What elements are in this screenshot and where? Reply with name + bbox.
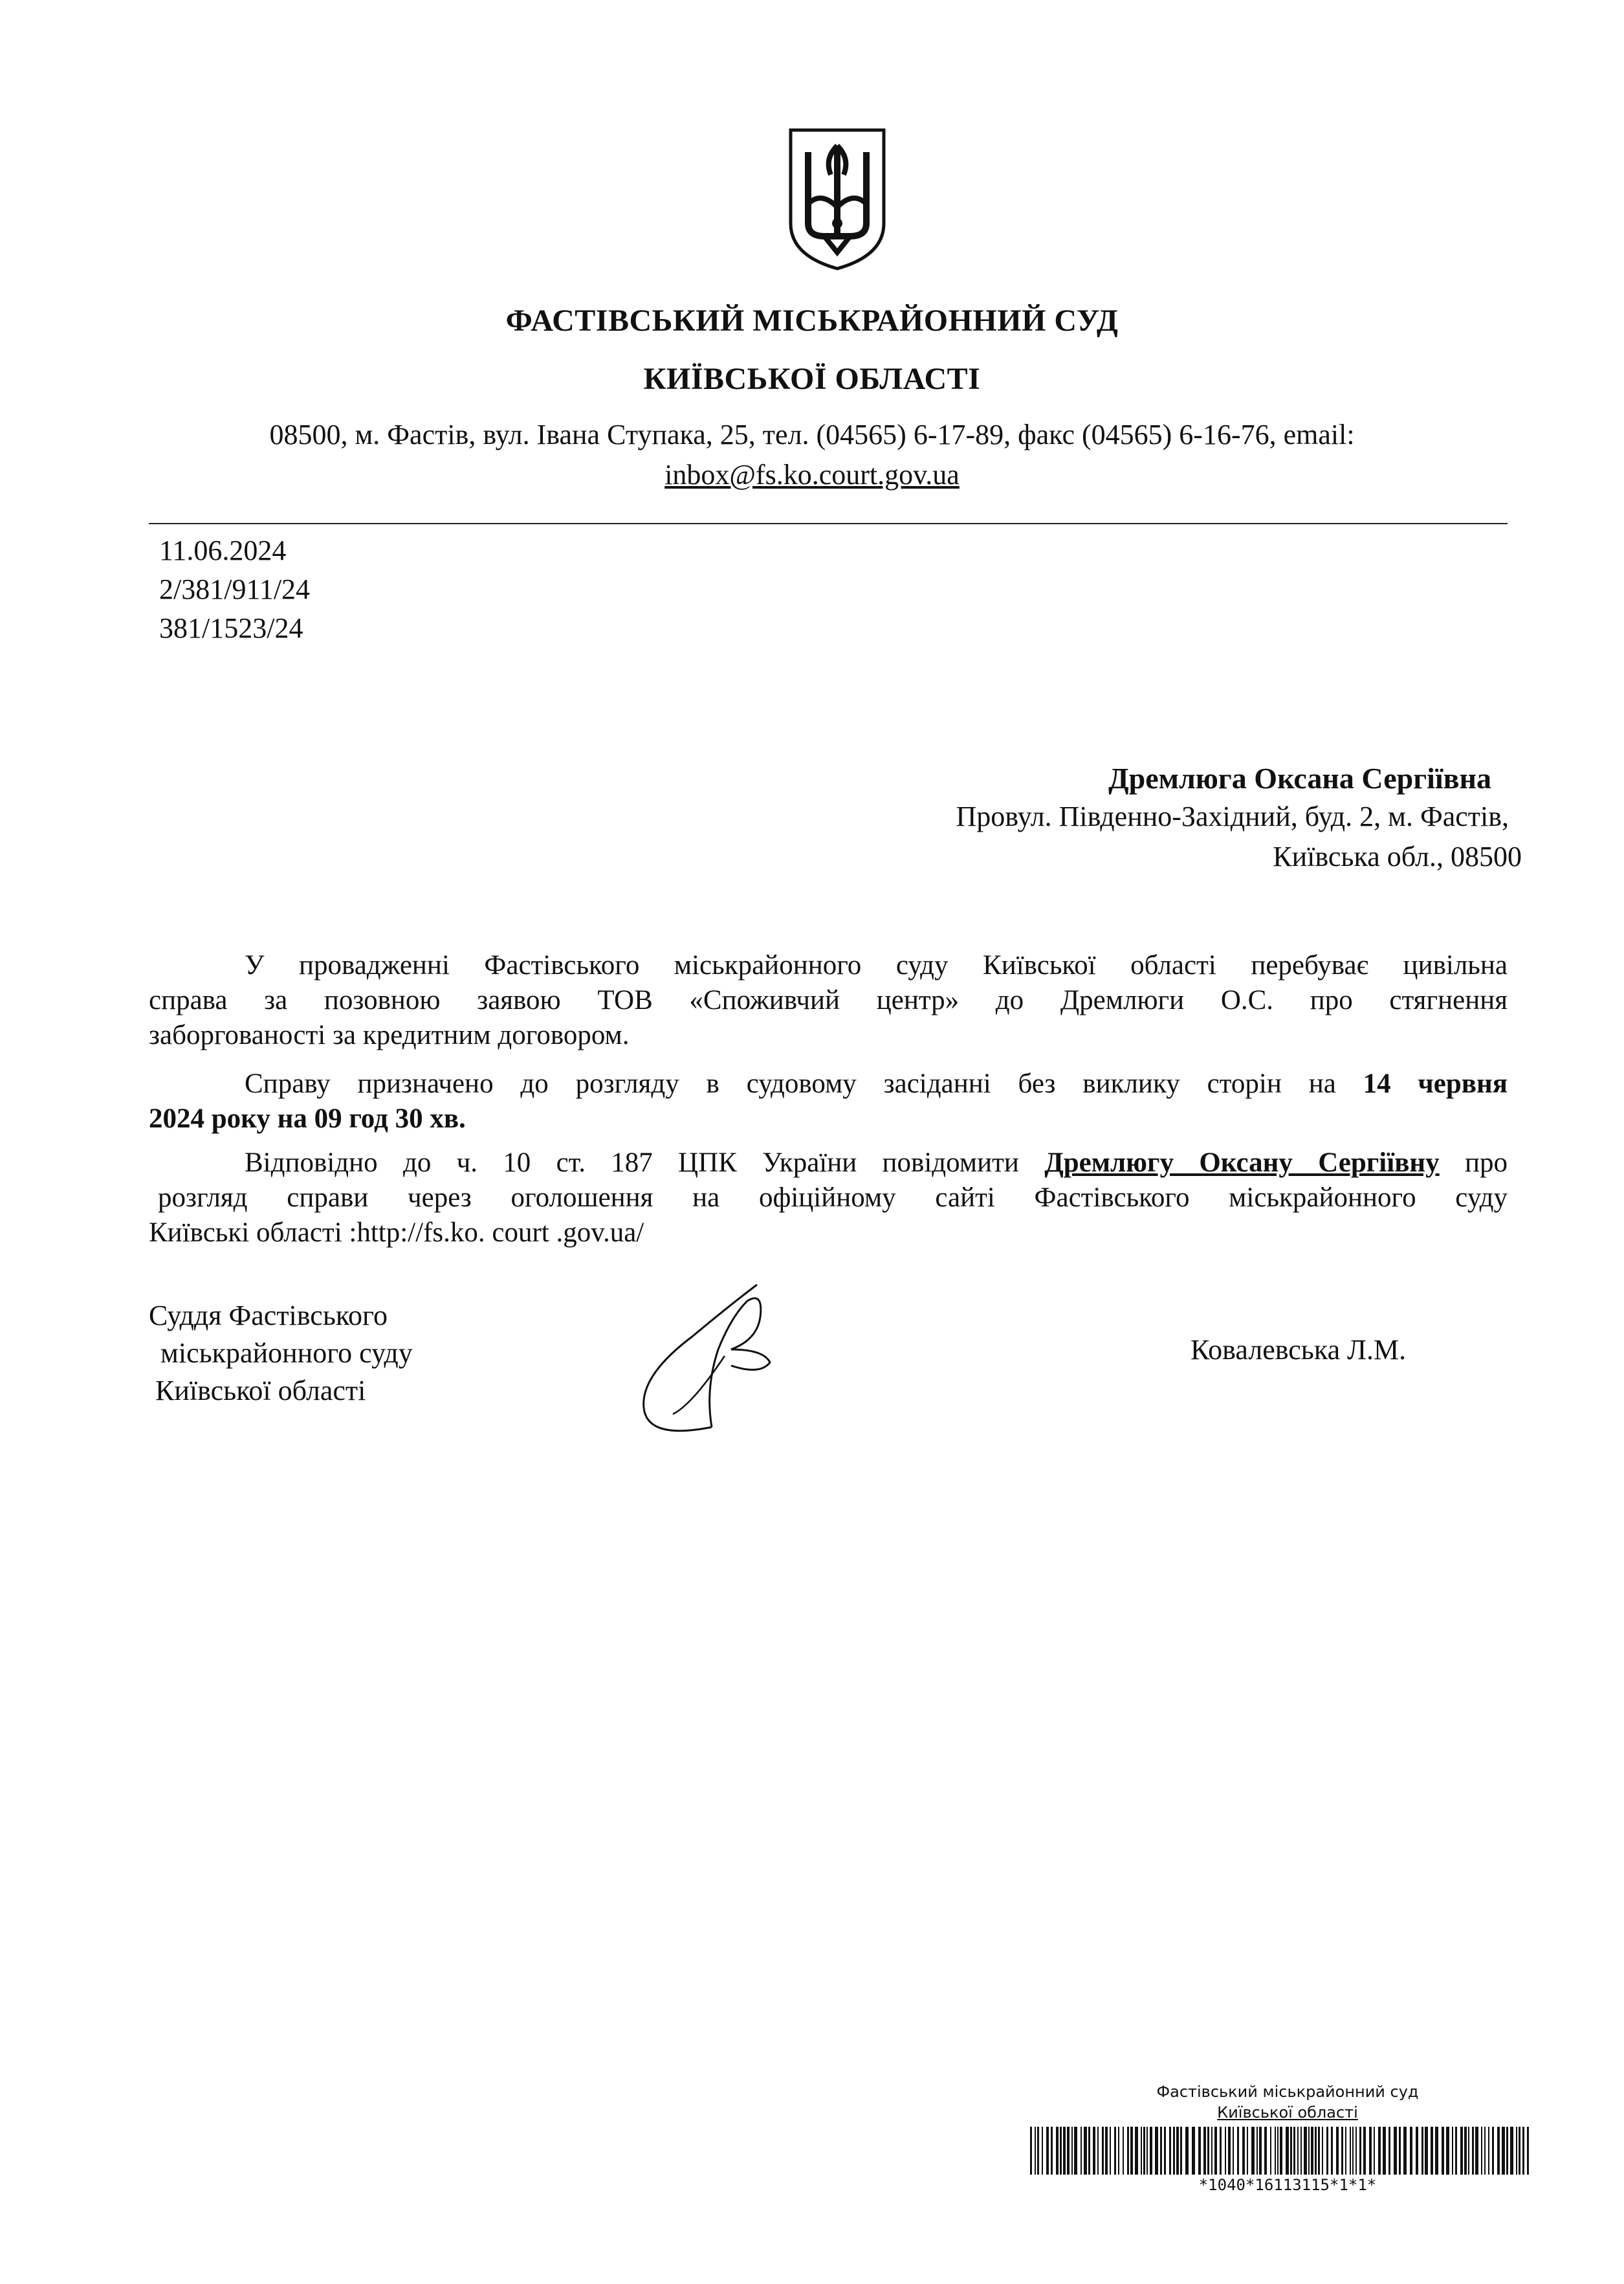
barcode-bar	[1042, 2127, 1043, 2175]
barcode-bar	[1506, 2127, 1508, 2175]
header-divider	[149, 523, 1508, 524]
barcode-bar	[1242, 2127, 1245, 2175]
barcode-bar	[1388, 2127, 1390, 2175]
barcode-bar	[1410, 2127, 1412, 2175]
barcode-bar	[1035, 2127, 1036, 2175]
court-address: 08500, м. Фастів, вул. Івана Ступака, 25, тел. (04565) 6-17-89, факс (04565) 6-16-76, email:	[269, 419, 1355, 450]
barcode-bar	[1452, 2127, 1453, 2175]
barcode-bar	[1492, 2127, 1494, 2175]
barcode-bar	[1256, 2127, 1258, 2175]
barcode-bar	[1416, 2127, 1418, 2175]
barcode-bar	[1247, 2127, 1248, 2175]
barcode-bar	[1030, 2127, 1032, 2175]
barcode-bar	[1502, 2127, 1505, 2175]
judge-name: Ковалевська Л.М.	[1191, 1334, 1407, 1366]
barcode-bar	[1251, 2127, 1255, 2175]
barcode-bar	[1341, 2127, 1343, 2175]
barcode-bar	[1110, 2127, 1111, 2175]
barcode-bar	[1355, 2127, 1357, 2175]
barcode-bar	[1237, 2127, 1239, 2175]
barcode-bar	[1464, 2127, 1467, 2175]
paragraph-3-line-2: розгляд справи через оголошення на офіційному сайті Фастівського міськрайонного суду	[158, 1182, 1508, 1213]
barcode-bar	[1063, 2127, 1066, 2175]
barcode-bar	[1037, 2127, 1039, 2175]
stamp-org-line2: Київської області	[1217, 2103, 1358, 2122]
barcode-bar	[1259, 2127, 1262, 2175]
hearing-text: Справу призначено до розгляду в судовому засіданні без виклику сторін на	[245, 1069, 1336, 1099]
barcode-bar	[1522, 2127, 1524, 2175]
barcode-bar	[1446, 2127, 1449, 2175]
barcode-bar	[1046, 2127, 1049, 2175]
recipient-address-line2: Київська обл., 08500	[1273, 841, 1522, 872]
barcode-bar	[1214, 2127, 1217, 2175]
barcode-bar	[1051, 2127, 1053, 2175]
barcode-bar	[1383, 2127, 1386, 2175]
barcode-bar	[1127, 2127, 1129, 2175]
hearing-time: 2024 року на 09 год 30 хв.	[149, 1103, 466, 1134]
barcode-bar	[1150, 2127, 1152, 2175]
paragraph-1-line-1: У провадженні Фастівського міськрайонного суду Київської області перебуває цивільна	[245, 950, 1508, 981]
barcode-bar	[1481, 2127, 1482, 2175]
barcode-bar	[1071, 2127, 1073, 2175]
barcode-bar	[1516, 2127, 1517, 2175]
barcode-bar	[1270, 2127, 1271, 2175]
barcode-bar	[1318, 2127, 1320, 2175]
notified-person: Дремлюгу Оксану Сергіївну	[1044, 1148, 1440, 1178]
barcode-bar	[1345, 2127, 1346, 2175]
barcode-bar	[1308, 2127, 1310, 2175]
recipient-address-line1: Провул. Південно-Західний, буд. 2, м. Фастів,	[956, 801, 1509, 832]
paragraph-3-line-3: Київські області :http://fs.ko. court .gov.ua/	[149, 1217, 644, 1248]
barcode-bar	[1293, 2127, 1295, 2175]
barcode-bar	[1519, 2127, 1520, 2175]
notice-text-end: про	[1464, 1148, 1508, 1178]
barcode-bar	[1105, 2127, 1108, 2175]
barcode-bar	[1326, 2127, 1328, 2175]
barcode-bar	[1275, 2127, 1276, 2175]
barcode-bar	[1207, 2127, 1209, 2175]
barcode-bar	[1211, 2127, 1213, 2175]
hearing-date: 14 червня	[1363, 1069, 1508, 1099]
barcode-bar	[1352, 2127, 1354, 2175]
judge-title-line2: міськрайонного суду	[160, 1337, 413, 1369]
barcode-bar	[1180, 2127, 1182, 2175]
barcode-bar	[1135, 2127, 1138, 2175]
barcode-bar	[1442, 2127, 1444, 2175]
barcode-bar	[1155, 2127, 1158, 2175]
court-email-link[interactable]: inbox@fs.ko.court.gov.ua	[664, 459, 960, 491]
barcode-bar	[1374, 2127, 1375, 2175]
barcode-bar	[1468, 2127, 1469, 2175]
barcode-bar	[1130, 2127, 1133, 2175]
barcode-bar	[1527, 2127, 1529, 2175]
paragraph-1	[149, 948, 1508, 1053]
barcode-bar	[1198, 2127, 1201, 2175]
paragraph-2	[149, 1067, 1508, 1136]
barcode-bar	[1143, 2127, 1145, 2175]
barcode-bar	[1290, 2127, 1292, 2175]
barcode-bar	[1067, 2127, 1070, 2175]
barcode-bar	[1322, 2127, 1323, 2175]
judge-title-line1: Суддя Фастівського	[149, 1300, 388, 1331]
barcode-bar	[1359, 2127, 1361, 2175]
barcode-bar	[1173, 2127, 1175, 2175]
barcode-bar	[1369, 2127, 1372, 2175]
barcode-bar	[1225, 2127, 1226, 2175]
barcode-bar	[1176, 2127, 1179, 2175]
stamp-org-line1: Фастівський міськрайонний суд	[1156, 2083, 1419, 2101]
barcode-bar	[1510, 2127, 1513, 2175]
barcode-number: *1040*16113115*1*1*	[1198, 2176, 1377, 2194]
barcode-bar	[1277, 2127, 1278, 2175]
barcode-bar	[1421, 2127, 1423, 2175]
barcode-bar	[1074, 2127, 1077, 2175]
barcode-bar	[1192, 2127, 1195, 2175]
barcode-bar	[1378, 2127, 1381, 2175]
barcode-bar	[1336, 2127, 1339, 2175]
barcode-bar	[1147, 2127, 1148, 2175]
barcode-bar	[1081, 2127, 1082, 2175]
barcode-bar	[1084, 2127, 1087, 2175]
court-email-line	[0, 458, 1624, 491]
barcode-bar	[1455, 2127, 1457, 2175]
barcode-bar	[1088, 2127, 1090, 2175]
barcode-bar	[1141, 2127, 1142, 2175]
handwritten-signature	[634, 1278, 783, 1443]
barcode-bar	[1118, 2127, 1119, 2175]
barcode	[1029, 2127, 1533, 2175]
barcode-bar	[1363, 2127, 1366, 2175]
document-date: 11.06.2024	[159, 535, 287, 566]
court-name-line1: ФАСТІВСЬКИЙ МІСЬКРАЙОННИЙ СУД	[505, 304, 1119, 338]
barcode-bar	[1123, 2127, 1124, 2175]
barcode-bar	[1160, 2127, 1162, 2175]
barcode-bar	[1425, 2127, 1428, 2175]
barcode-bar	[1286, 2127, 1289, 2175]
barcode-bar	[1315, 2127, 1317, 2175]
barcode-bar	[1460, 2127, 1463, 2175]
paragraph-1-line-2: справа за позовною заявою ТОВ «Споживчий центр» до Дремлюги О.С. про стягнення	[149, 985, 1508, 1015]
barcode-bar	[1399, 2127, 1401, 2175]
barcode-bar	[1484, 2127, 1486, 2175]
barcode-bar	[1164, 2127, 1166, 2175]
paragraph-2-line-1	[149, 1067, 1508, 1102]
paragraph-3	[149, 1146, 1508, 1250]
case-ref-1: 2/381/911/24	[159, 573, 311, 605]
barcode-bar	[1403, 2127, 1407, 2175]
barcode-bar	[1220, 2127, 1222, 2175]
barcode-bar	[1475, 2127, 1478, 2175]
barcode-bar	[1331, 2127, 1333, 2175]
barcode-bar	[1350, 2127, 1351, 2175]
court-name-line2: КИЇВСЬКОЇ ОБЛАСТІ	[643, 362, 981, 396]
barcode-bar	[1488, 2127, 1489, 2175]
barcode-bar	[1228, 2127, 1231, 2175]
barcode-bar	[1497, 2127, 1500, 2175]
barcode-bar	[1280, 2127, 1282, 2175]
judge-title-line3: Київської області	[155, 1375, 366, 1406]
barcode-bar	[1431, 2127, 1433, 2175]
paragraph-1-line-3: заборгованості за кредитним договором.	[149, 1020, 630, 1050]
notice-text: Відповідно до ч. 10 ст. 187 ЦПК України повідомити	[245, 1148, 1019, 1178]
barcode-bar	[1056, 2127, 1059, 2175]
barcode-bar	[1233, 2127, 1234, 2175]
barcode-bar	[1093, 2127, 1095, 2175]
barcode-bar	[1297, 2127, 1299, 2175]
case-ref-2: 381/1523/24	[159, 612, 303, 644]
barcode-bar	[1394, 2127, 1397, 2175]
barcode-bar	[1060, 2127, 1062, 2175]
recipient-name: Дремлюга Оксана Сергіївна	[1108, 762, 1491, 795]
barcode-bar	[1435, 2127, 1438, 2175]
barcode-bar	[1472, 2127, 1474, 2175]
barcode-bar	[1300, 2127, 1302, 2175]
barcode-bar	[1114, 2127, 1116, 2175]
barcode-bar	[1264, 2127, 1267, 2175]
barcode-bar	[1311, 2127, 1313, 2175]
barcode-bar	[1097, 2127, 1099, 2175]
barcode-bar	[1185, 2127, 1189, 2175]
barcode-bar	[1102, 2127, 1104, 2175]
barcode-bar	[1304, 2127, 1307, 2175]
paragraph-3-line-1	[149, 1146, 1508, 1181]
barcode-bar	[1203, 2127, 1206, 2175]
ukraine-trident-icon	[785, 126, 889, 272]
barcode-bar	[1169, 2127, 1171, 2175]
